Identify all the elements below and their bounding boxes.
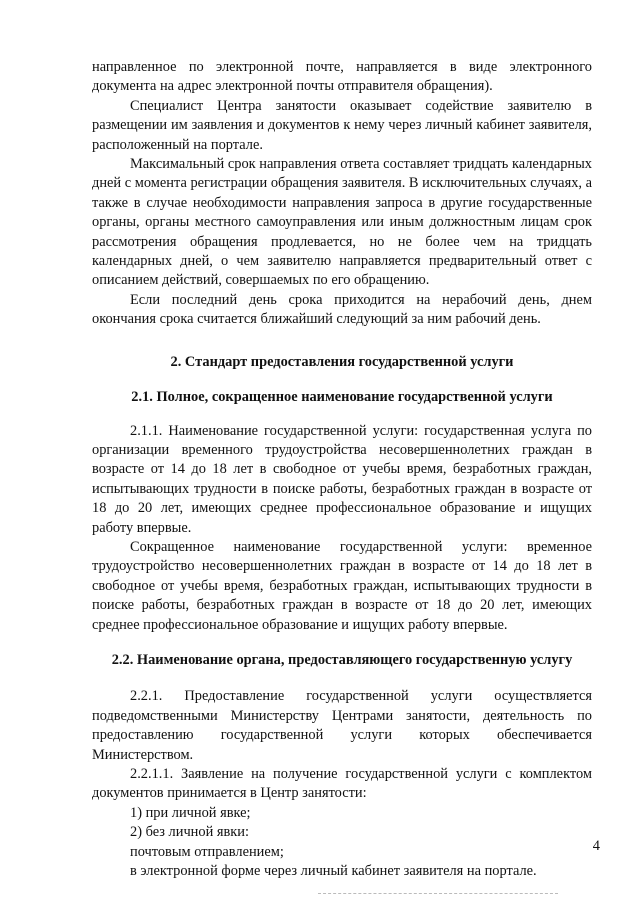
paragraph-top-3: Максимальный срок направления ответа составляет тридцать календарных дней с момента регистрации обращения заявителя. В исключительных случаях, а также в случае необходимости направления запроса в другие государственные органы, органы местного самоуправления или иным должностным лицам срок рассмотрения обращения продлевается, но не более чем на тридцать календарных дней, о чем заявителю направляется предварительный ответ с описанием действий, совершаемых по его обращению. <box>92 156 592 289</box>
list-item-post: почтовым отправлением; <box>130 843 284 860</box>
section-2-1-heading: 2.1. Полное, сокращенное наименование государственной услуги <box>131 389 553 406</box>
section-2-1-paragraph-2: Сокращенное наименование государственной услуги: временное трудоустройство несовершеннолетних граждан в возрасте от 14 до 18 лет в свободное от учебы время, безработных граждан, испытывающих трудности в поиске работы, безработных граждан в возрасте от 18 до 20 лет, имеющих среднее профессиональное образование и ищущих работу впервые. <box>92 538 592 633</box>
paragraph-top-1: направленное по электронной почте, направляется в виде электронного документа на адрес электронной почты отправителя обращения). <box>92 59 592 95</box>
list-item-remote: 2) без личной явки: <box>130 824 249 841</box>
section-2-heading: 2. Стандарт предоставления государственной услуги <box>170 353 514 370</box>
scan-edge-line <box>318 893 558 894</box>
paragraph-top-2: Специалист Центра занятости оказывает содействие заявителю в размещении им заявления и документов к нему через личный кабинет заявителя, расположенный на портале. <box>92 97 592 153</box>
page-number: 4 <box>592 838 600 854</box>
section-2-1-paragraph-1: 2.1.1. Наименование государственной услуги: государственная услуга по организации временного трудоустройства несовершеннолетних граждан в возрасте от 14 до 18 лет в свободное от учебы время, безработных граждан, испытывающих трудности в поиске работы, безработных граждан в возрасте от 18 до 20 лет, имеющих среднее профессиональное образование и ищущих работу впервые. <box>92 422 592 536</box>
paragraph-top-4: Если последний день срока приходится на нерабочий день, днем окончания срока считается ближайший следующий за ним рабочий день. <box>92 291 592 328</box>
document-body <box>92 58 592 881</box>
list-item-electronic: в электронной форме через личный кабинет заявителя на портале. <box>130 863 537 880</box>
section-2-2-paragraph-1: 2.2.1. Предоставление государственной услуги осуществляется подведомственными Министерству Центрами занятости, деятельность по предоставлению государственной услуги которых обеспечивается Министерством. <box>92 688 592 763</box>
section-2-2-heading: 2.2. Наименование органа, предоставляющего государственную услугу <box>111 651 573 668</box>
list-item-personal: 1) при личной явке; <box>130 804 251 821</box>
section-2-2-paragraph-2: 2.2.1.1. Заявление на получение государственной услуги с комплектом документов принимается в Центр занятости: <box>92 766 592 802</box>
